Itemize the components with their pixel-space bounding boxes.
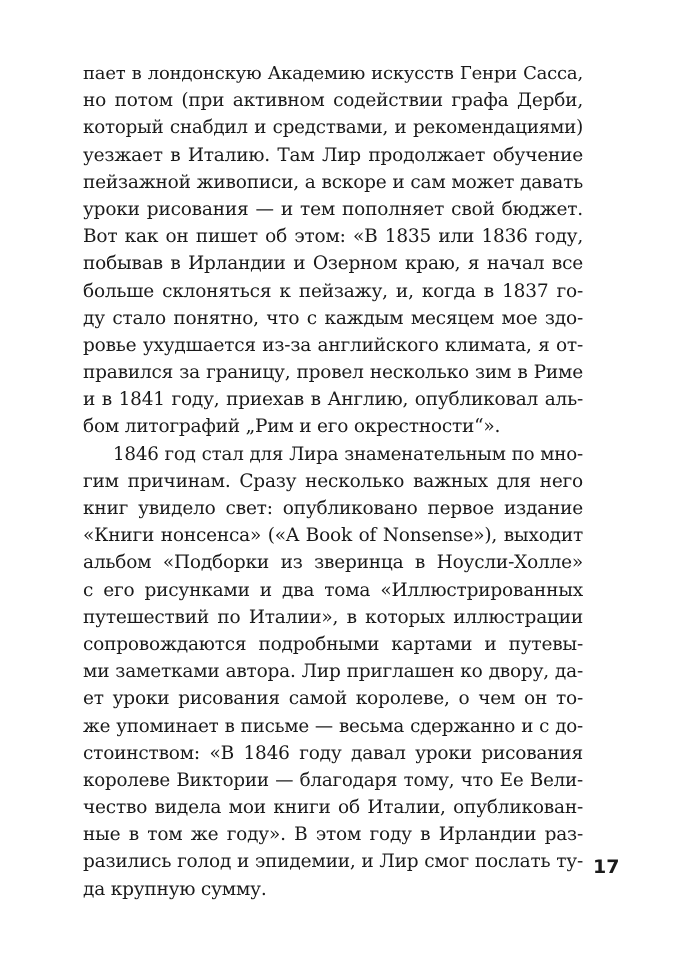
text-line: уроки рисования — и тем пополняет свой бюджет. xyxy=(83,198,583,220)
page-number: 17 xyxy=(593,856,620,878)
text-line: больше склоняться к пейзажу, и, когда в 1837 го- xyxy=(83,280,583,302)
text-line: стоинством: «В 1846 году давал уроки рисования xyxy=(83,742,583,764)
text-line: уезжает в Италию. Там Лир продолжает обучение xyxy=(83,144,583,166)
text-line: чество видела мои книги об Италии, опубликован- xyxy=(83,797,583,819)
text-line: но потом (при активном содействии графа Дерби, xyxy=(83,90,583,112)
paragraph xyxy=(83,441,583,903)
text-line: ные в том же году». В этом году в Ирландии раз- xyxy=(83,824,583,846)
text-line: пает в лондонскую Академию искусств Генри Сасса, xyxy=(83,63,583,84)
text-line: книг увидело свет: опубликовано первое издание xyxy=(83,498,583,519)
text-line: сопровождаются подробными картами и путевы- xyxy=(83,633,583,655)
text-line: ду стало понятно, что с каждым месяцем мое здо- xyxy=(83,307,583,329)
text-line: альбом «Подборки из зверинца в Ноусли-Холле» xyxy=(83,552,583,574)
text-line: путешествий по Италии», в которых иллюстрации xyxy=(83,606,583,628)
text-line: гим причинам. Сразу несколько важных для него xyxy=(83,470,583,492)
text-line: 1846 год стал для Лира знаменательным по мно- xyxy=(113,443,583,465)
text-line: бом литографий „Рим и его окрестности“». xyxy=(83,416,501,438)
text-line: ет уроки рисования самой королеве, о чем он то- xyxy=(83,688,583,710)
text-line: который снабдил и средствами, и рекомендациями) xyxy=(83,117,583,139)
text-line: правился за границу, провел несколько зим в Риме xyxy=(83,362,583,384)
text-line: ми заметками автора. Лир приглашен ко двору, да- xyxy=(83,661,583,683)
text-line: же упоминает в письме — весьма сдержанно и с до- xyxy=(83,715,583,737)
paragraph xyxy=(83,60,583,441)
text-line: Вот как он пишет об этом: «В 1835 или 1836 году, xyxy=(83,226,583,248)
text-line: «Книги нонсенса» («A Book of Nonsense»), выходит xyxy=(83,525,583,547)
text-line: королеве Виктории — благодаря тому, что Ее Вели- xyxy=(83,769,583,791)
text-line: да крупную сумму. xyxy=(83,878,267,900)
text-line: и в 1841 году, приехав в Англию, опубликовал аль- xyxy=(83,389,583,411)
text-line: с его рисунками и два тома «Иллюстрированных xyxy=(83,579,583,601)
text-line: пейзажной живописи, а вскоре и сам может давать xyxy=(83,171,583,193)
body-text xyxy=(83,60,583,903)
text-line: ровье ухудшается из-за английского климата, я от- xyxy=(83,334,583,356)
text-line: побывав в Ирландии и Озерном краю, я начал все xyxy=(83,253,583,275)
text-line: разились голод и эпидемии, и Лир смог послать ту- xyxy=(83,851,583,873)
